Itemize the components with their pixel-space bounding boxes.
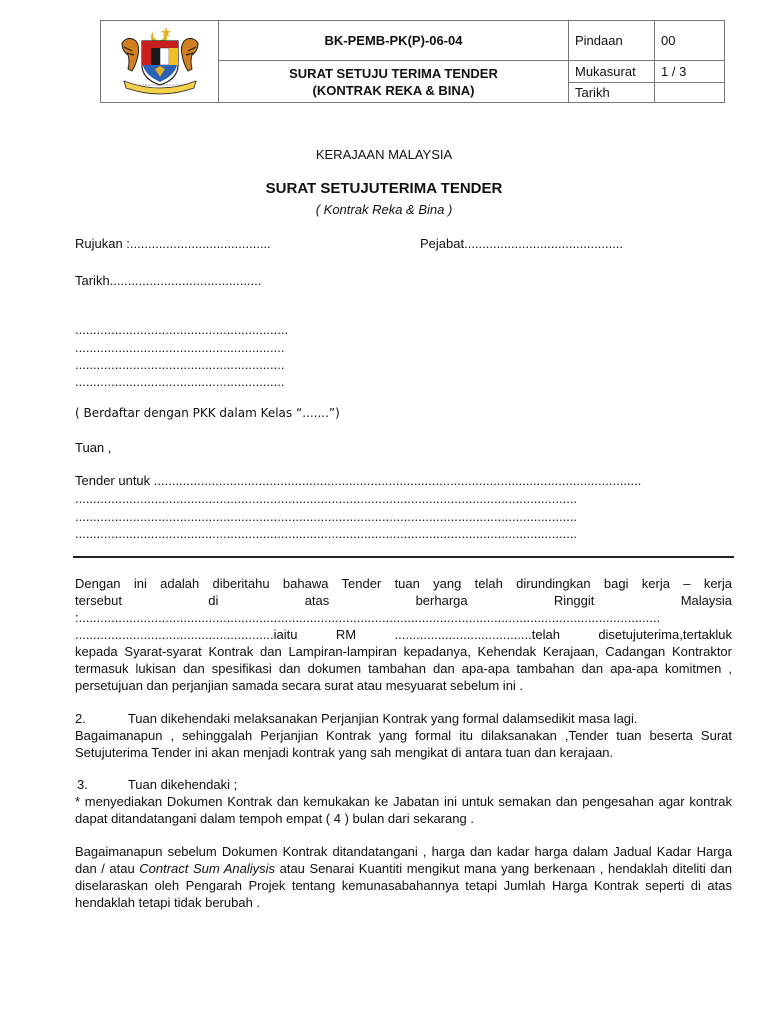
- paragraph-4-before: Bagaimanapun sebelum Dokumen Kontrak ditandatangani , harga dan kadar harga dalam Jadual Kadar Harga dan / atau: [75, 844, 732, 876]
- paragraph-2-first-line: [75, 710, 732, 727]
- rujukan-field: Rujukan :.......................................: [75, 236, 271, 251]
- registration-note: ( Berdaftar dengan PKK dalam Kelas “.......”): [75, 406, 340, 420]
- paragraph-1-spread-line: [75, 592, 732, 609]
- tarikh-field: Tarikh..........................................: [75, 273, 262, 288]
- letter-title: SURAT SETUJUTERIMA TENDER: [265, 180, 503, 197]
- word: atas: [304, 593, 330, 608]
- word: berharga: [415, 593, 468, 608]
- word: Malaysia: [680, 593, 732, 608]
- paragraph-2-first: Tuan dikehendaki melaksanakan Perjanjian Kontrak yang formal dalamsedikit masa lagi.: [127, 711, 638, 726]
- word: di: [208, 593, 219, 608]
- document-code: BK-PEMB-PK(P)-06-04: [219, 21, 569, 61]
- header-table: [100, 20, 725, 103]
- document-title-line2: (KONTRAK REKA & BINA): [312, 82, 475, 98]
- paragraph-3-first: Tuan dikehendaki ;: [127, 777, 238, 792]
- government-heading: KERAJAAN MALAYSIA: [315, 147, 453, 162]
- paragraph-1: [75, 575, 732, 694]
- paragraph-4-italic: Contract Sum Analiysis: [139, 861, 276, 876]
- address-line: ..........................................................: [75, 357, 285, 372]
- tarikh-label: Tarikh: [569, 83, 655, 103]
- salutation: Tuan ,: [75, 440, 112, 455]
- paragraph-3-first-line: [75, 776, 732, 793]
- address-line: ...........................................................: [75, 322, 289, 337]
- paragraph-number: 3.: [77, 777, 88, 792]
- mukasurat-value: 1 / 3: [655, 61, 725, 83]
- paragraph-4: [75, 843, 732, 911]
- paragraph-2-rest: Bagaimanapun , sehinggalah Perjanjian Kontrak yang formal itu dilaksanakan ,Tender tuan beserta Surat Setujuterima Tender ini akan menjadi kontrak yang sah mengikat di antara tuan dan kerajaan.: [75, 728, 732, 760]
- horizontal-rule: [73, 556, 734, 558]
- tarikh-value: [655, 83, 725, 103]
- address-line: ..........................................................: [75, 340, 285, 355]
- logo-cell: [101, 21, 219, 103]
- paragraph-1-line: .......................................................iaitu RM ......................................telah disetujuterima,tertakluk: [75, 627, 732, 642]
- word: tersebut: [75, 593, 122, 608]
- paragraph-2: [75, 710, 732, 761]
- paragraph-3-bullet: * menyediakan Dokumen Kontrak dan kemukakan ke Jabatan ini untuk semakan dan pengesahan agar kontrak dapat ditandatangani dalam tempoh empat ( 4 ) bulan dari sekarang .: [75, 794, 732, 826]
- paragraph-3: [75, 776, 732, 827]
- document-title: [219, 61, 569, 103]
- paragraph-4-after: atau Senarai Kuantiti mengikut mana yang berkenaan , hendaklah diteliti dan diselaraskan oleh Pengarah Projek tentang kemunasabahannya tetapi Jumlah Harga Kontrak seperti di atas hendaklah tetapi tidak berubah .: [75, 861, 732, 910]
- paragraph-number: 2.: [75, 711, 86, 726]
- mukasurat-label: Mukasurat: [569, 61, 655, 83]
- paragraph-1-line: Dengan ini adalah diberitahu bahawa Tender tuan yang telah dirundingkan bagi kerja – kerja: [75, 576, 732, 591]
- tender-untuk-line: Tender untuk .......................................................................................................................................: [75, 473, 642, 488]
- document-title-line1: SURAT SETUJU TERIMA TENDER: [289, 65, 498, 81]
- letter-subtitle: ( Kontrak Reka & Bina ): [315, 202, 453, 217]
- paragraph-1-line: :.................................................................................................................................................................: [75, 610, 661, 625]
- pindaan-label: Pindaan: [569, 21, 655, 61]
- pindaan-value: 00: [655, 21, 725, 61]
- paragraph-1-rest: kepada Syarat-syarat Kontrak dan Lampiran-lampiran kepadanya, Kehendak Kerajaan, Cadangan Kontraktor termasuk lukisan dan spesifikasi dan dokumen tambahan dan apa-apa tambahan dan apa-apa komitmen , persetujuan dan perjanjian samada secara surat atau mesyuarat sebelum ini .: [75, 644, 732, 693]
- tender-line: ...........................................................................................................................................: [75, 491, 578, 506]
- address-line: ..........................................................: [75, 374, 285, 389]
- coat-of-arms-icon: [110, 23, 210, 97]
- pejabat-field: Pejabat............................................: [420, 236, 624, 251]
- word: Ringgit: [553, 593, 595, 608]
- tender-line: ...........................................................................................................................................: [75, 526, 578, 541]
- tender-line: ...........................................................................................................................................: [75, 509, 578, 524]
